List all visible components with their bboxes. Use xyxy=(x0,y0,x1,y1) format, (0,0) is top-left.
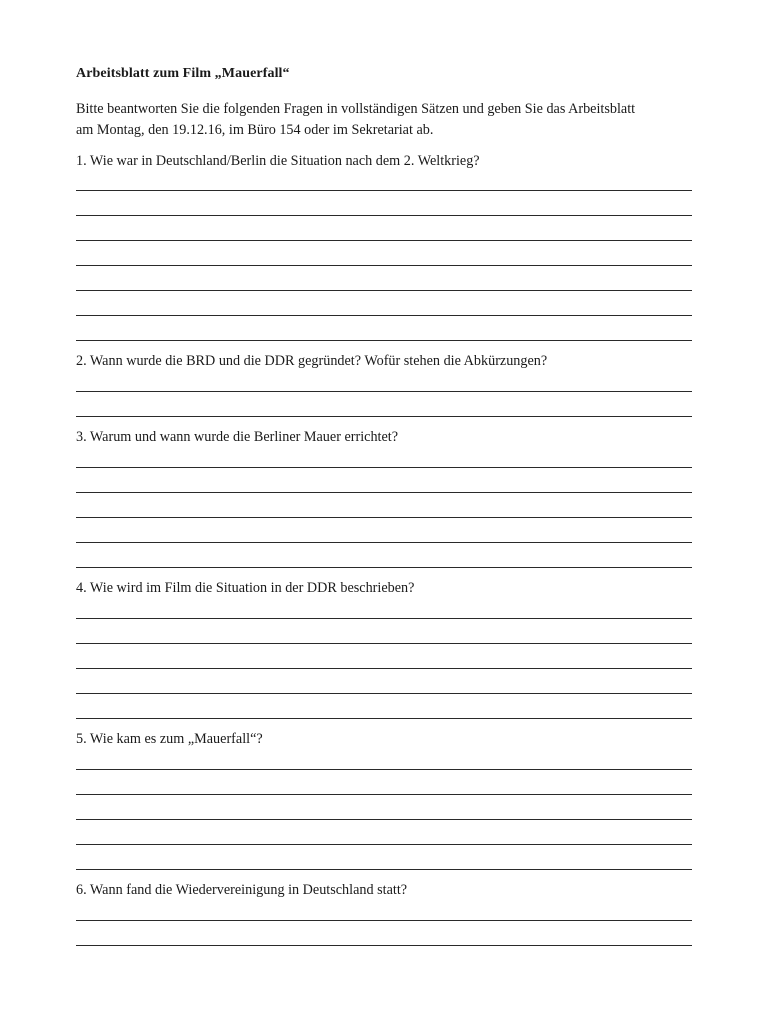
answer-line[interactable] xyxy=(76,315,692,316)
answer-line[interactable] xyxy=(76,718,692,719)
answer-line[interactable] xyxy=(76,391,692,392)
answer-line[interactable] xyxy=(76,945,692,946)
question-5: 5. Wie kam es zum „Mauerfall“? xyxy=(76,731,263,747)
answer-line[interactable] xyxy=(76,542,692,543)
answer-line[interactable] xyxy=(76,920,692,921)
instructions-line-1: Bitte beantworten Sie die folgenden Fragen in vollständigen Sätzen und geben Sie das Arbeitsblatt xyxy=(76,101,636,117)
question-1: 1. Wie war in Deutschland/Berlin die Situation nach dem 2. Weltkrieg? xyxy=(76,153,480,169)
answer-line[interactable] xyxy=(76,215,692,216)
answer-line[interactable] xyxy=(76,844,692,845)
question-4: 4. Wie wird im Film die Situation in der DDR beschrieben? xyxy=(76,580,415,596)
answer-line[interactable] xyxy=(76,769,692,770)
answer-line[interactable] xyxy=(76,416,692,417)
answer-line[interactable] xyxy=(76,265,692,266)
answer-line[interactable] xyxy=(76,340,692,341)
answer-line[interactable] xyxy=(76,190,692,191)
question-6: 6. Wann fand die Wiedervereinigung in Deutschland statt? xyxy=(76,882,408,898)
question-2: 2. Wann wurde die BRD und die DDR gegründet? Wofür stehen die Abkürzungen? xyxy=(76,353,548,369)
answer-line[interactable] xyxy=(76,240,692,241)
worksheet-title: Arbeitsblatt zum Film „Mauerfall“ xyxy=(76,66,290,81)
instructions xyxy=(76,99,696,141)
question-3: 3. Warum und wann wurde die Berliner Mauer errichtet? xyxy=(76,429,399,445)
answer-line[interactable] xyxy=(76,567,692,568)
answer-line[interactable] xyxy=(76,819,692,820)
answer-line[interactable] xyxy=(76,290,692,291)
answer-line[interactable] xyxy=(76,869,692,870)
answer-line[interactable] xyxy=(76,492,692,493)
answer-line[interactable] xyxy=(76,794,692,795)
answer-line[interactable] xyxy=(76,668,692,669)
answer-line[interactable] xyxy=(76,618,692,619)
instructions-line-2: am Montag, den 19.12.16, im Büro 154 oder im Sekretariat ab. xyxy=(76,122,434,138)
answer-line[interactable] xyxy=(76,643,692,644)
answer-line[interactable] xyxy=(76,467,692,468)
answer-line[interactable] xyxy=(76,517,692,518)
answer-line[interactable] xyxy=(76,693,692,694)
